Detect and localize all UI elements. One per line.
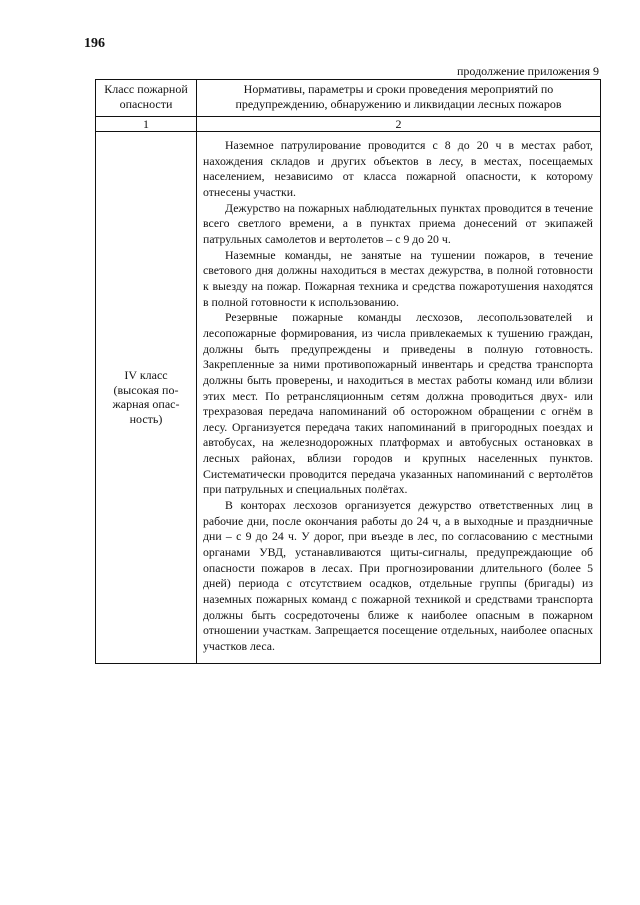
paragraph-ground-teams: Наземные команды, не занятые на тушении пожаров, в течение светового дня должны находиться в местах дежурства, в полной готовности к выезду на пожар. Пожарная техника и средства пожаротушения находятся в полной готовности к использованию. <box>203 247 593 309</box>
fire-class-line: ность) <box>129 411 163 426</box>
fire-danger-table <box>95 79 601 664</box>
header-class-column: Класс пожарной опасности <box>96 80 197 117</box>
column-number-1: 1 <box>96 117 197 132</box>
fire-class-line: IV класс <box>124 368 168 383</box>
paragraph-forestry-offices: В конторах лесхозов организуется дежурство ответственных лиц в рабочие дни, после окончания работы до 24 ч, а в выходные и праздничные дни – с 9 до 24 ч. У дорог, при въезде в лес, по согласованию с местными органами УВД, устанавливаются щиты-сигналы, предупреждающие об опасности пожаров в лесах. При прогнозировании длительного (более 5 дней) периода с отсутствием осадков, отдельные группы (бригады) из наземных пожарных команд с пожарной техникой и средствами транспорта должны быть сосредоточены ближе к наиболее опасным в пожарном отношении участкам. Запрещается посещение отдельных, наиболее опасных участков леса. <box>203 498 593 653</box>
table-row <box>96 132 601 664</box>
paragraph-ground-patrol: Наземное патрулирование проводится с 8 до 20 ч в местах работ, нахождения складов и других объектов в лесу, в местах, посещаемых населением, независимо от класса пожарной опасности, к которому отнесены участки. <box>203 138 593 199</box>
page-number: 196 <box>84 36 105 51</box>
header-measures-column: Нормативы, параметры и сроки проведения мероприятий по предупреждению, обнаружению и ликвидации лесных пожаров <box>197 80 601 117</box>
measures-cell <box>197 132 601 664</box>
fire-class-line: (высокая по- <box>113 382 179 397</box>
column-number-2: 2 <box>197 117 601 132</box>
fire-class-cell <box>96 132 197 664</box>
column-number-row <box>96 117 601 132</box>
table-header-row <box>96 80 601 117</box>
paragraph-observation-posts: Дежурство на пожарных наблюдательных пунктах проводится в течение всего светлого времени, а в пунктах приема донесений от экипажей патрульных самолетов и вертолетов – с 9 до 20 ч. <box>203 200 593 246</box>
continuation-note: продолжение приложения 9 <box>457 64 599 78</box>
fire-class-line: жарная опас- <box>112 397 180 412</box>
paragraph-reserve-teams: Резервные пожарные команды лесхозов, лесопользователей и лесопожарные формирования, из числа привлекаемых к тушению граждан, должны быть предупреждены и приведены в полную готовность. Закрепленные за ними противопожарный инвентарь и средства транспорта должны быть проверены, и находиться в местах работы команд или вблизи этих мест. По ретрансляционным сетям должна проводиться двух- или трехразовая передача напоминаний об осторожном обращении с огнём в лесу. Организуется передача таких напоминаний в пригородных поездах и автобусах, на железнодорожных платформах и автобусных остановках в лесных районах, вблизи городов и крупных населенных пунктов. Систематически проводится передача указанных напоминаний с вертолётов при патрульных и специальных полётах. <box>203 310 593 497</box>
